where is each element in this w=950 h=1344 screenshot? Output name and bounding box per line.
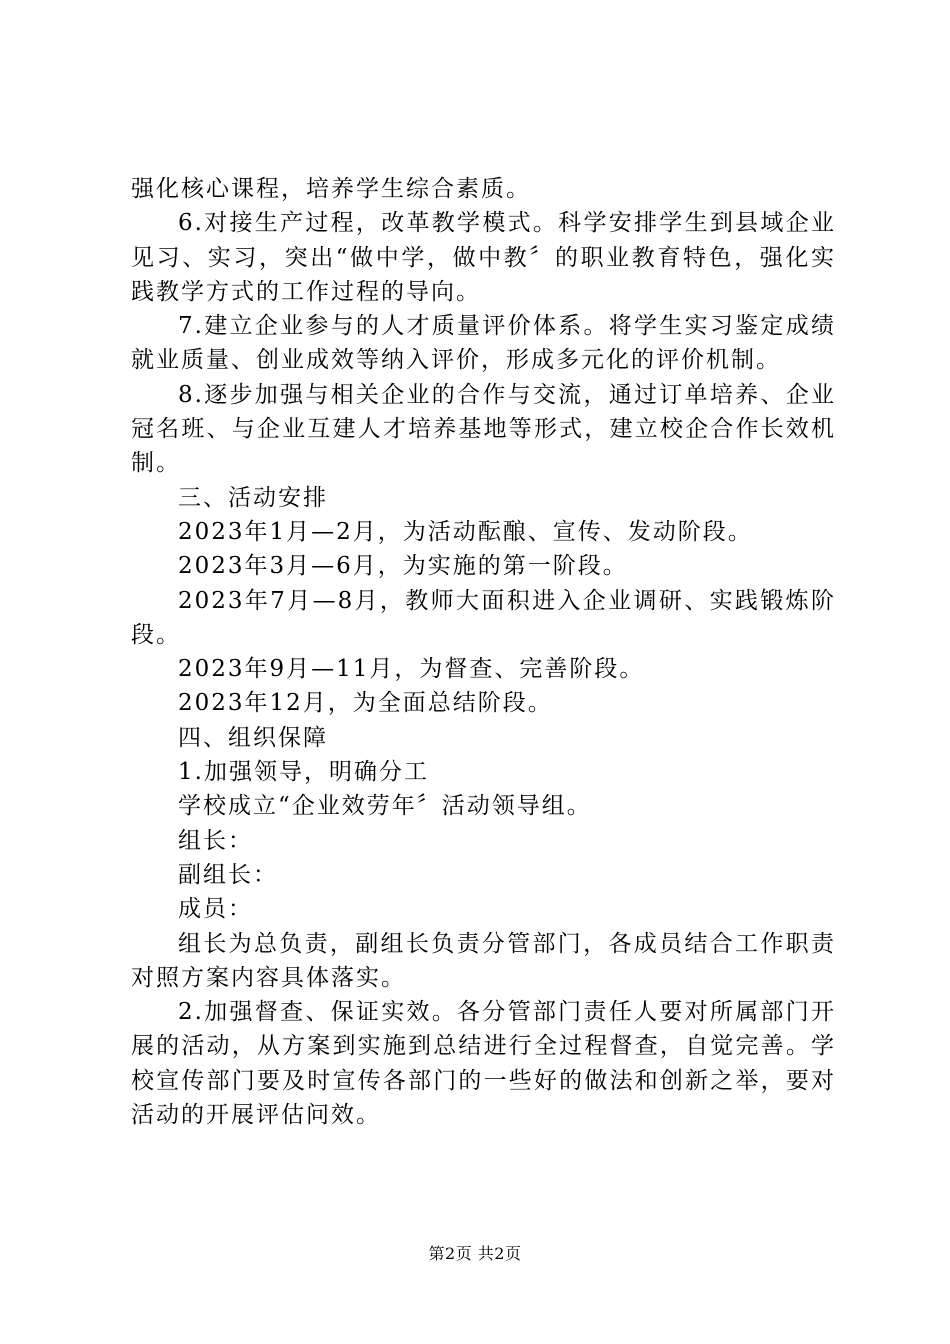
schedule-item: 2023年3月—6月，为实施的第一阶段。	[178, 553, 628, 580]
subheading: 1.加强领导，明确分工	[178, 759, 429, 786]
paragraph: 学校成立“企业效劳年〞活动领导组。	[178, 793, 592, 820]
paragraph: 7.建立企业参与的人才质量评价体系。将学生实习鉴定成绩就业质量、创业成效等纳入评价，形成多元化的评价机制。	[131, 313, 836, 374]
paragraph: 6.对接生产过程，改革教学模式。科学安排学生到县域企业见习、实习，突出“做中学，做中教〞的职业教育特色，强化实践教学方式的工作过程的导向。	[131, 210, 836, 305]
section-heading: 三、活动安排	[178, 484, 328, 511]
schedule-item: 2023年12月，为全面总结阶段。	[178, 690, 553, 717]
schedule-item: 2023年7月—8月，教师大面积进入企业调研、实践锻炼阶段。	[131, 587, 836, 648]
document-body	[131, 172, 836, 1132]
role-line: 成员：	[178, 896, 253, 923]
schedule-item: 2023年9月—11月，为督查、完善阶段。	[178, 656, 645, 683]
paragraph: 2.加强督查、保证实效。各分管部门责任人要对所属部门开展的活动，从方案到实施到总结进行全过程督查，自觉完善。学校宣传部门要及时宣传各部门的一些好的做法和创新之举，要对活动的开展评估问效。	[131, 999, 836, 1129]
role-line: 组长：	[178, 827, 253, 854]
section-heading: 四、组织保障	[178, 724, 328, 751]
paragraph: 强化核心课程，培养学生综合素质。	[131, 176, 531, 202]
role-line: 副组长：	[178, 861, 278, 888]
schedule-item: 2023年1月—2月，为活动酝酿、宣传、发动阶段。	[178, 518, 753, 545]
paragraph: 8.逐步加强与相关企业的合作与交流，通过订单培养、企业冠名班、与企业互建人才培养基地等形式，建立校企合作长效机制。	[131, 381, 836, 477]
page-number-footer: 第2页 共2页	[428, 1244, 522, 1263]
paragraph: 组长为总负责，副组长负责分管部门，各成员结合工作职责对照方案内容具体落实。	[131, 930, 836, 991]
